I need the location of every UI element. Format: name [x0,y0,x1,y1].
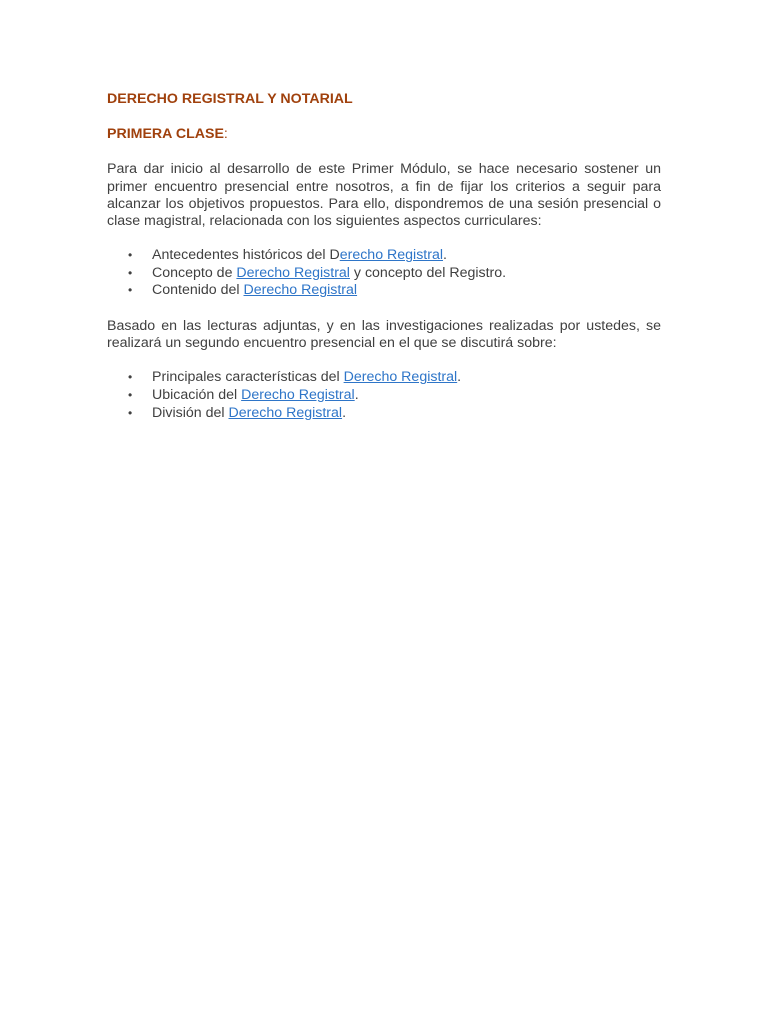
list-item [107,282,661,300]
list-item [107,247,661,265]
curricular-aspects-list [107,247,661,300]
list-item [107,265,661,283]
document-page [107,91,661,422]
list-item-text: Principales características del [152,369,344,386]
derecho-registral-link[interactable]: Derecho Registral [243,282,358,299]
list-item-suffix: . [443,247,447,264]
list-item-suffix: y concepto del Registro. [349,264,507,281]
intro-paragraph: Para dar inicio al desarrollo de este Primer Módulo, se hace necesario sostener un primer encuentro presencial entre nosotros, a fin de fijar los criterios a seguir para alcanzar los objetivos propuestos. Para ello, dispondremos de una sesión presencial o clase magistral, relacionada con los siguientes aspectos curriculares: [107,161,661,230]
list-item-suffix: . [457,369,462,386]
bullet-icon: • [128,265,133,280]
section-heading-colon: : [223,126,228,143]
bullet-icon: • [128,405,133,420]
list-item-text: Concepto de [152,264,237,281]
section-heading [107,126,661,143]
bullet-icon: • [128,248,133,263]
derecho-registral-link[interactable]: Derecho Registral [236,264,350,281]
list-item-text: División del [152,404,229,421]
list-item [107,369,661,387]
bullet-icon: • [128,370,133,385]
second-paragraph: Basado en las lecturas adjuntas, y en las investigaciones realizadas por ustedes, se realizará un segundo encuentro presencial en el que se discutirá sobre: [107,318,661,352]
list-item [107,405,661,423]
list-item [107,387,661,405]
derecho-registral-link[interactable]: Derecho Registral [343,369,458,386]
section-heading-text: PRIMERA CLASE [107,126,224,143]
discussion-topics-list [107,369,661,422]
list-item-text: Ubicación del [152,387,242,403]
bullet-icon: • [128,388,133,402]
list-item-suffix: . [342,404,347,421]
document-title: DERECHO REGISTRAL Y NOTARIAL [107,91,353,107]
list-item-text: Contenido del [152,282,244,299]
derecho-registral-link[interactable]: Derecho Registral [228,404,343,421]
list-item-suffix: . [354,387,359,403]
derecho-registral-link[interactable]: Derecho Registral [241,387,355,403]
derecho-registral-link[interactable]: erecho Registral [339,247,444,264]
bullet-icon: • [128,283,133,298]
list-item-text: Antecedentes históricos del D [152,247,340,264]
